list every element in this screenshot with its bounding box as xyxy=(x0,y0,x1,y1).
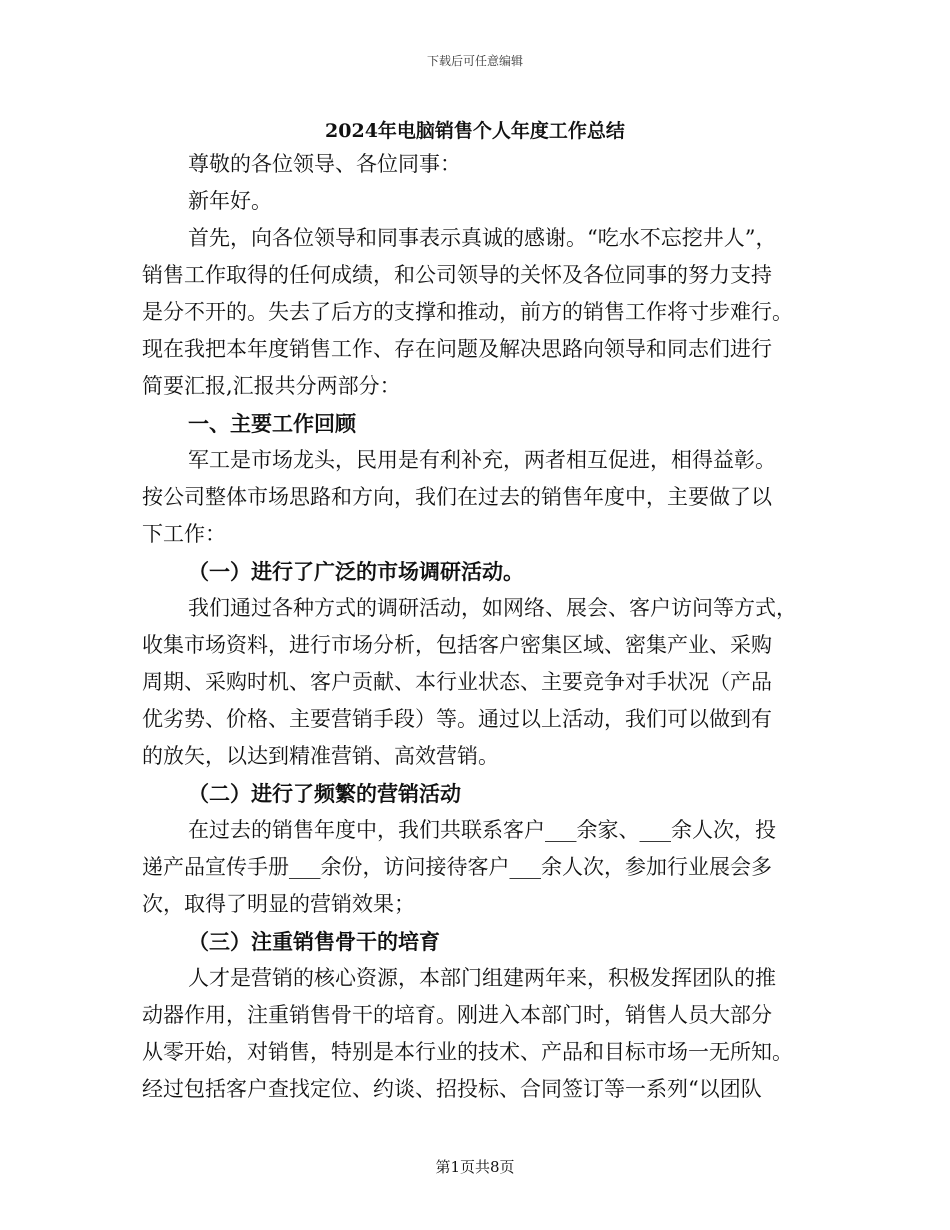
document-body xyxy=(142,146,808,1108)
subsection-heading: （三）注重销售骨干的培育 xyxy=(188,929,440,954)
body-line: 下工作： xyxy=(142,522,226,546)
body-line: 从零开始，对销售，特别是本行业的技术、产品和目标市场一无所知。 xyxy=(142,1040,793,1064)
body-line: 经过包括客户查找定位、约谈、招投标、合同签订等一系列“以团队 xyxy=(142,1077,762,1101)
body-line: 首先，向各位领导和同事表示真诚的感谢。“吃水不忘挖井人”， xyxy=(188,226,777,250)
body-line: 人才是营销的核心资源，本部门组建两年来，积极发挥团队的推 xyxy=(188,966,776,990)
body-line: 我们通过各种方式的调研活动，如网络、展会、客户访问等方式， xyxy=(188,596,797,620)
body-line: 优劣势、价格、主要营销手段）等。通过以上活动，我们可以做到有 xyxy=(142,707,772,731)
body-line: 军工是市场龙头，民用是有利补充，两者相互促进，相得益彰。 xyxy=(188,448,776,472)
body-line: 递产品宣传手册___余份，访问接待客户___余人次，参加行业展会多 xyxy=(142,855,772,879)
page-footer: 第1页共8页 xyxy=(435,1158,515,1176)
header-note: 下载后可任意编辑 xyxy=(426,54,523,68)
body-line: 在过去的销售年度中，我们共联系客户___余家、___余人次，投 xyxy=(188,818,776,842)
body-line: 销售工作取得的任何成绩，和公司领导的关怀及各位同事的努力支持 xyxy=(142,263,772,287)
body-line: 现在我把本年度销售工作、存在问题及解决思路向领导和同志们进行 xyxy=(142,337,772,361)
section-heading: 一、主要工作回顾 xyxy=(188,411,356,436)
body-line: 按公司整体市场思路和方向，我们在过去的销售年度中，主要做了以 xyxy=(142,485,772,509)
body-line: 尊敬的各位领导、各位同事： xyxy=(188,152,461,176)
body-line: 收集市场资料，进行市场分析，包括客户密集区域、密集产业、采购 xyxy=(142,633,772,657)
body-line: 次，取得了明显的营销效果； xyxy=(142,892,415,916)
body-line: 的放矢，以达到精准营销、高效营销。 xyxy=(142,744,499,768)
subsection-heading: （一）进行了广泛的市场调研活动。 xyxy=(188,559,524,584)
body-line: 是分不开的。失去了后方的支撑和推动，前方的销售工作将寸步难行。 xyxy=(142,300,793,324)
subsection-heading: （二）进行了频繁的营销活动 xyxy=(188,781,461,806)
body-line: 新年好。 xyxy=(188,189,272,213)
body-line: 动器作用，注重销售骨干的培育。刚进入本部门时，销售人员大部分 xyxy=(142,1003,772,1027)
document-title: 2024年电脑销售个人年度工作总结 xyxy=(325,120,625,142)
body-line: 周期、采购时机、客户贡献、本行业状态、主要竞争对手状况（产品 xyxy=(142,670,772,694)
body-line: 简要汇报,汇报共分两部分： xyxy=(142,374,401,398)
